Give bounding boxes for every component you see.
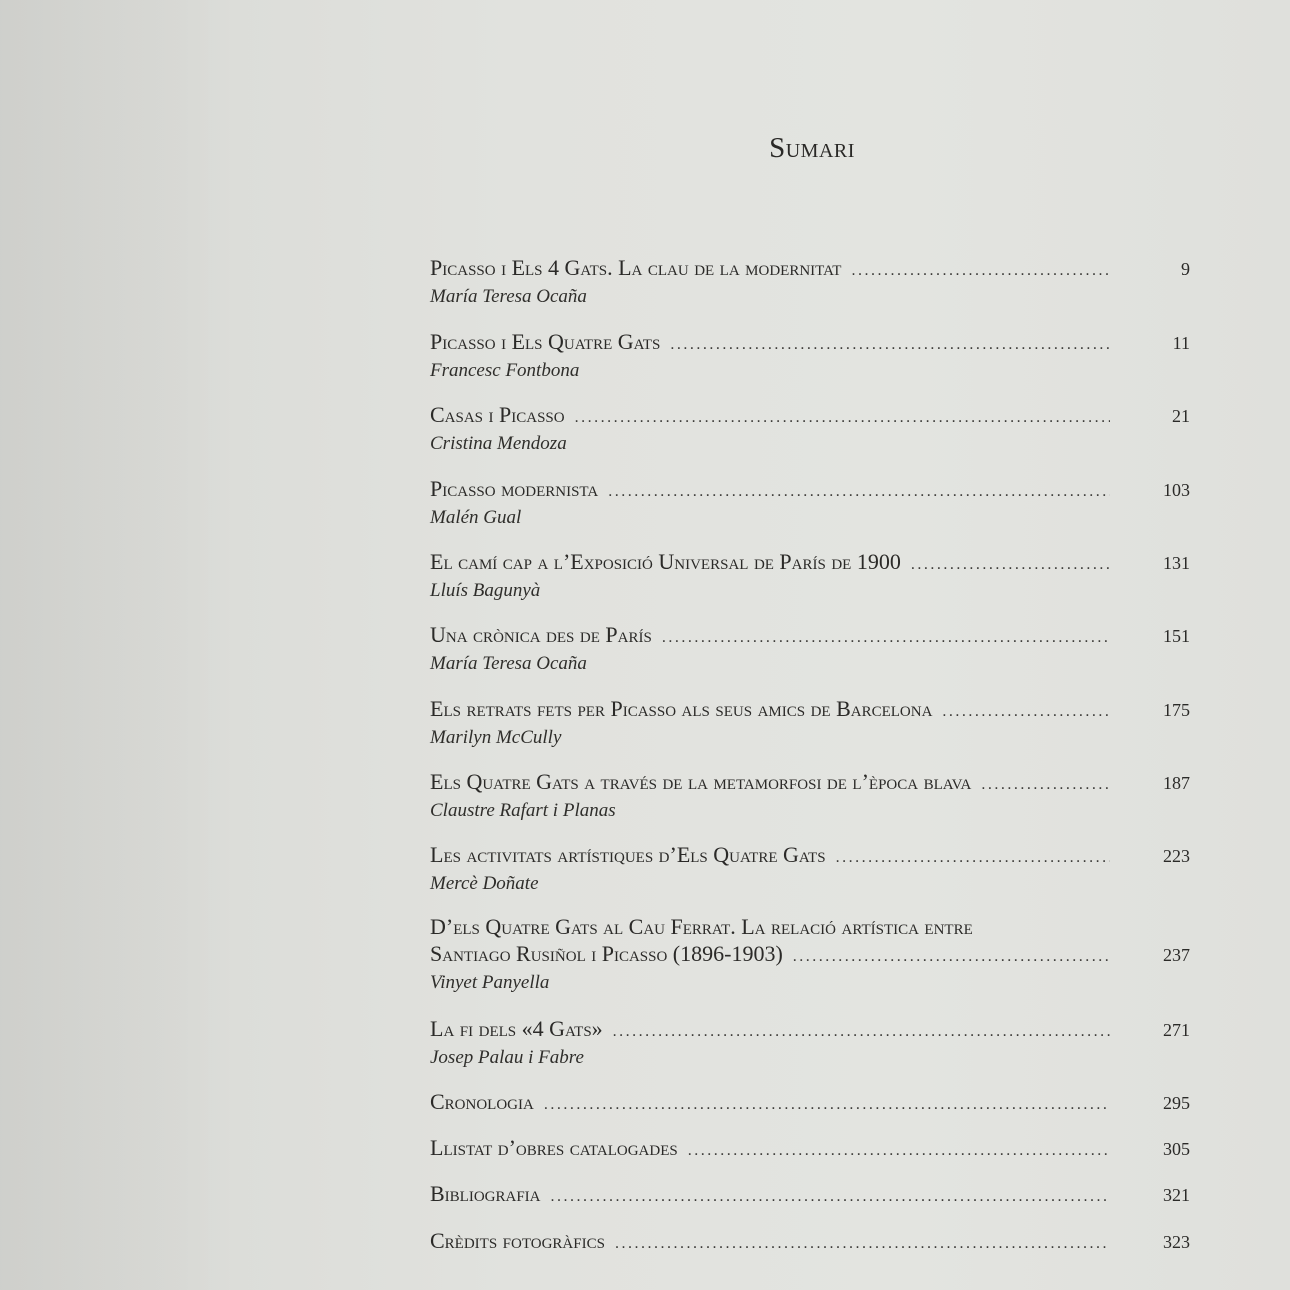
entry-page: 131 — [1163, 553, 1190, 573]
dot-leader — [836, 849, 1110, 867]
page-title: Sumari — [769, 132, 855, 164]
dot-leader — [662, 629, 1110, 647]
entry-page: 295 — [1163, 1093, 1190, 1113]
entry-title: Cronologia — [430, 1089, 534, 1114]
toc-entry — [430, 1228, 1190, 1256]
toc-entry — [430, 255, 1190, 310]
entry-title: Bibliografia — [430, 1181, 541, 1206]
entry-page: 321 — [1163, 1185, 1190, 1205]
entry-title: Casas i Picasso — [430, 402, 565, 427]
entry-author: Claustre Rafart i Planas — [430, 800, 616, 821]
entry-page: 175 — [1163, 700, 1190, 720]
page-fold-shadow — [0, 0, 240, 1290]
entry-title: Les activitats artístiques d’Els Quatre Gats — [430, 842, 826, 867]
entry-author: María Teresa Ocaña — [430, 653, 587, 674]
entry-page: 103 — [1163, 480, 1190, 500]
entry-author: Mercè Doñate — [430, 873, 539, 894]
entry-title: El camí cap a l’Exposició Universal de París de 1900 — [430, 549, 901, 574]
dot-leader — [551, 1188, 1110, 1206]
dot-leader — [544, 1096, 1110, 1114]
entry-page: 271 — [1163, 1020, 1190, 1040]
entry-author: Josep Palau i Fabre — [430, 1047, 584, 1068]
entry-page: 323 — [1163, 1232, 1190, 1252]
entry-author: Lluís Bagunyà — [430, 580, 541, 601]
toc-entry — [430, 913, 1190, 996]
entry-author: María Teresa Ocaña — [430, 286, 587, 307]
entry-page: 9 — [1181, 259, 1190, 279]
entry-title: Picasso i Els Quatre Gats — [430, 329, 661, 354]
dot-leader — [670, 336, 1110, 354]
dot-leader — [608, 483, 1110, 501]
dot-leader — [942, 703, 1110, 721]
dot-leader — [575, 409, 1110, 427]
entry-author: Francesc Fontbona — [430, 360, 580, 381]
entry-author: Malén Gual — [430, 507, 522, 528]
entry-title: Picasso i Els 4 Gats. La clau de la modernitat — [430, 255, 842, 280]
dot-leader — [851, 262, 1110, 280]
toc-entry — [430, 842, 1190, 897]
dot-leader — [981, 776, 1110, 794]
toc-entry — [430, 1016, 1190, 1071]
toc-entry — [430, 402, 1190, 457]
toc-entry — [430, 622, 1190, 677]
entry-author: Vinyet Panyella — [430, 972, 550, 993]
entry-title: La fi dels «4 Gats» — [430, 1016, 603, 1041]
entry-page: 21 — [1172, 406, 1190, 426]
toc-entry — [430, 329, 1190, 384]
dot-leader — [793, 948, 1110, 966]
toc-entry — [430, 1089, 1190, 1117]
entry-title: Crèdits fotogràfics — [430, 1228, 605, 1253]
entry-page: 237 — [1163, 945, 1190, 965]
toc-entry — [430, 696, 1190, 751]
entry-page: 223 — [1163, 846, 1190, 866]
entry-page: 151 — [1163, 626, 1190, 646]
entry-title: Santiago Rusiñol i Picasso (1896-1903) — [430, 941, 783, 966]
entry-title: Llistat d’obres catalogades — [430, 1135, 678, 1160]
entry-page: 305 — [1163, 1139, 1190, 1159]
entry-title-line1: D’els Quatre Gats al Cau Ferrat. La relació artística entre — [430, 914, 973, 939]
entry-title: Els retrats fets per Picasso als seus amics de Barcelona — [430, 696, 933, 721]
entry-page: 11 — [1172, 333, 1190, 353]
entry-author: Marilyn McCully — [430, 727, 562, 748]
toc-entry — [430, 769, 1190, 824]
toc-entry — [430, 1135, 1190, 1163]
entry-title: Una crònica des de París — [430, 622, 652, 647]
dot-leader — [688, 1142, 1110, 1160]
toc-entry — [430, 476, 1190, 531]
entry-page: 187 — [1163, 773, 1190, 793]
entry-title: Els Quatre Gats a través de la metamorfosi de l’època blava — [430, 769, 972, 794]
entry-title: Picasso modernista — [430, 476, 599, 501]
dot-leader — [615, 1235, 1110, 1253]
entry-author: Cristina Mendoza — [430, 433, 567, 454]
toc-entry — [430, 549, 1190, 604]
toc-entry — [430, 1181, 1190, 1209]
dot-leader — [613, 1023, 1110, 1041]
dot-leader — [911, 556, 1110, 574]
